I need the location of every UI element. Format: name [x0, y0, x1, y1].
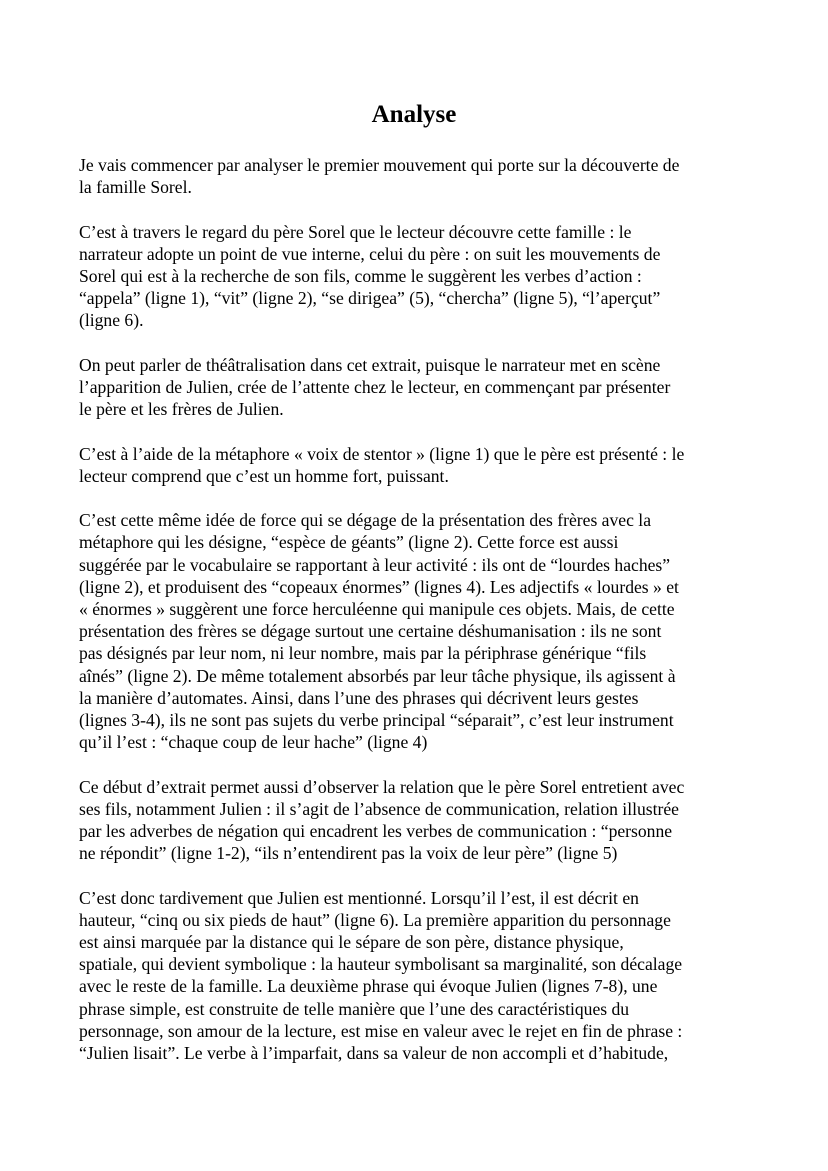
paragraph: [79, 776, 759, 865]
text-line: l’apparition de Julien, crée de l’attente chez le lecteur, en commençant par présenter: [79, 377, 671, 397]
paragraph: [79, 443, 759, 487]
text-line: C’est à l’aide de la métaphore « voix de stentor » (ligne 1) que le père est présenté : le: [79, 443, 685, 464]
text-line: avec le reste de la famille. La deuxième phrase qui évoque Julien (lignes 7-8), une: [79, 976, 658, 997]
text-line: spatiale, qui devient symbolique : la hauteur symbolisant sa marginalité, son décalage: [79, 954, 683, 975]
paragraph: [79, 509, 759, 753]
text-line: Sorel qui est à la recherche de son fils, comme le suggèrent les verbes d’action :: [79, 266, 642, 286]
text-line: le père et les frères de Julien.: [79, 399, 284, 420]
text-line: personnage, son amour de la lecture, est mise en valeur avec le rejet en fin de phrase :: [79, 1020, 683, 1041]
paragraph: [79, 221, 759, 332]
text-line: C’est donc tardivement que Julien est mentionné. Lorsqu’il l’est, il est décrit en: [79, 887, 639, 908]
text-line: (lignes 3-4), ils ne sont pas sujets du verbe principal “séparait”, c’est leur instrument: [79, 710, 674, 731]
text-line: (ligne 6).: [79, 310, 144, 331]
text-line: C’est cette même idée de force qui se dégage de la présentation des frères avec la: [79, 510, 652, 531]
text-line: suggérée par le vocabulaire se rapportant à leur activité : ils ont de “lourdes haches”: [79, 554, 671, 575]
text-line: aînés” (ligne 2). De même totalement absorbés par leur tâche physique, ils agissent à: [79, 665, 676, 686]
text-line: “Julien lisait”. Le verbe à l’imparfait, dans sa valeur de non accompli et d’habitude,: [79, 1043, 669, 1064]
text-line: lecteur comprend que c’est un homme fort, puissant.: [79, 465, 449, 486]
text-line: ses fils, notamment Julien : il s’agit de l’absence de communication, relation illustrée: [79, 798, 679, 819]
text-line: qu’il l’est : “chaque coup de leur hache” (ligne 4): [79, 732, 428, 753]
text-line: présentation des frères se dégage surtout une certaine déshumanisation : ils ne sont: [79, 621, 662, 642]
paragraph: [79, 154, 759, 198]
text-line: la famille Sorel.: [79, 177, 192, 198]
text-line: « énormes » suggèrent une force herculéenne qui manipule ces objets. Mais, de cette: [79, 599, 675, 619]
text-line: “appela” (ligne 1), “vit” (ligne 2), “se dirigea” (5), “chercha” (ligne 5), “l’aperçut”: [79, 288, 661, 309]
text-line: Je vais commencer par analyser le premier mouvement qui porte sur la découverte de: [79, 155, 680, 175]
text-line: la manière d’automates. Ainsi, dans l’une des phrases qui décrivent leurs gestes: [79, 687, 639, 708]
paragraph: [79, 887, 759, 1065]
document-body: [79, 154, 759, 1086]
text-line: ne répondit” (ligne 1-2), “ils n’entendirent pas la voix de leur père” (ligne 5): [79, 843, 618, 864]
text-line: (ligne 2), et produisent des “copeaux énormes” (lignes 4). Les adjectifs « lourdes » et: [79, 576, 679, 597]
text-line: narrateur adopte un point de vue interne, celui du père : on suit les mouvements de: [79, 243, 661, 264]
text-line: On peut parler de théâtralisation dans cet extrait, puisque le narrateur met en scène: [79, 354, 661, 375]
text-line: C’est à travers le regard du père Sorel que le lecteur découvre cette famille : le: [79, 221, 632, 242]
text-line: métaphore qui les désigne, “espèce de géants” (ligne 2). Cette force est aussi: [79, 532, 619, 553]
text-line: pas désignés par leur nom, ni leur nombre, mais par la périphrase générique “fils: [79, 643, 647, 664]
paragraph: [79, 354, 759, 421]
text-line: phrase simple, est construite de telle manière que l’une des caractéristiques du: [79, 998, 630, 1019]
text-line: est ainsi marquée par la distance qui le sépare de son père, distance physique,: [79, 932, 624, 953]
text-line: Ce début d’extrait permet aussi d’observer la relation que le père Sorel entretient avec: [79, 776, 685, 797]
text-line: par les adverbes de négation qui encadrent les verbes de communication : “personne: [79, 821, 673, 842]
text-line: hauteur, “cinq ou six pieds de haut” (ligne 6). La première apparition du personnage: [79, 909, 671, 930]
page-title: Analyse: [371, 101, 457, 128]
